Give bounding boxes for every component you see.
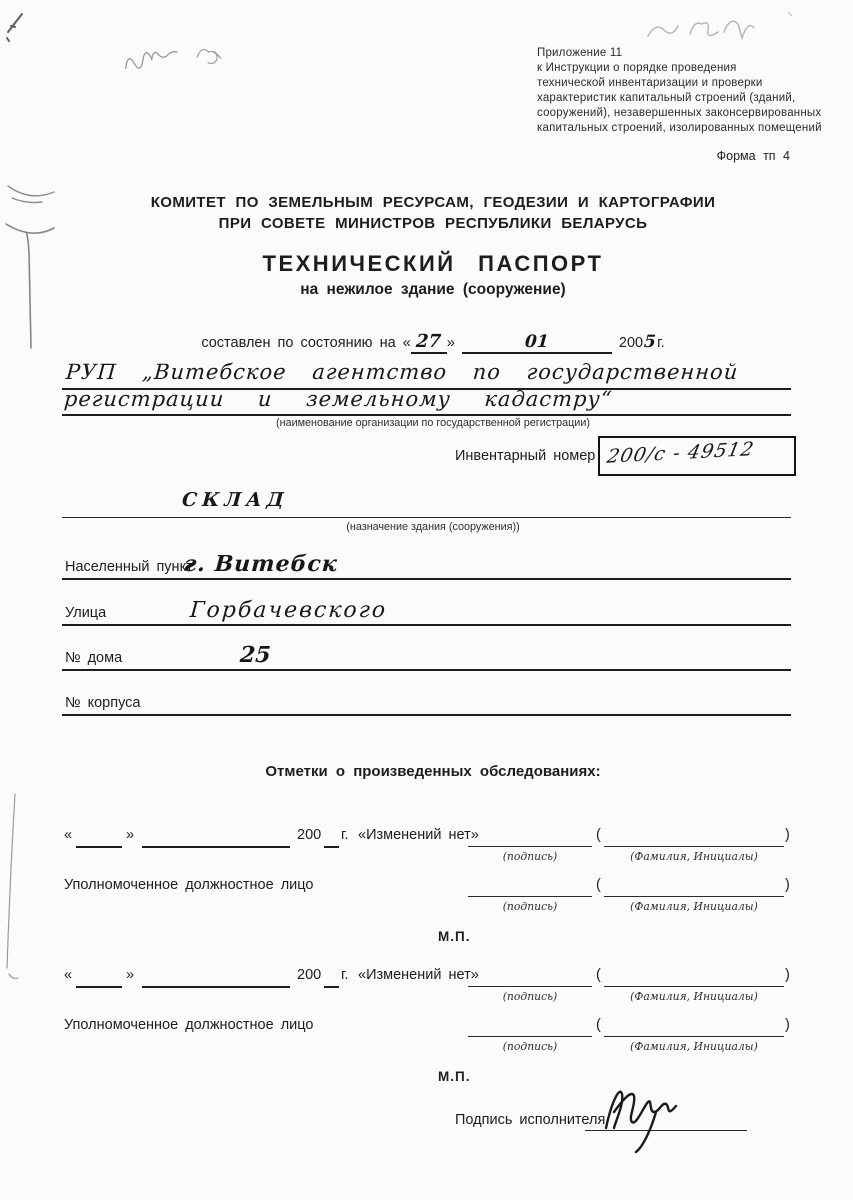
- purpose-row: [62, 489, 791, 518]
- pencil-note-top-left: [116, 19, 270, 81]
- day-blank: [76, 965, 122, 988]
- inventory-number-box: [598, 436, 796, 476]
- signature-caption: (подпись): [502, 1040, 558, 1053]
- month-blank: [142, 825, 290, 848]
- pencil-note-top-right: [620, 4, 800, 46]
- paren-close: ): [785, 1017, 790, 1033]
- street-row: [62, 592, 791, 626]
- organization-caption: (наименование организации по государственной регистрации): [276, 417, 590, 429]
- surveys-heading: Отметки о произведенных обследованиях:: [265, 763, 601, 780]
- date-close-quote: »: [126, 967, 135, 983]
- scan-margin-marks: [0, 158, 64, 368]
- document-title: ТЕХНИЧЕСКИЙ ПАСПОРТ: [262, 251, 604, 276]
- signature-blank: [468, 825, 592, 847]
- century-printed: 200: [618, 335, 644, 351]
- paren-close: ): [785, 827, 790, 843]
- appendix-line: капитальных строений, изолированных помещений: [537, 122, 822, 134]
- official-name-blank: [604, 875, 784, 897]
- seal-label: М.П.: [438, 1069, 471, 1084]
- scan-corner-mark: [2, 2, 36, 46]
- date-prefix: составлен по состоянию на: [201, 335, 396, 351]
- date-open-quote: «: [64, 827, 73, 843]
- day-value: 27: [415, 331, 443, 352]
- year-prefix: 200: [297, 967, 322, 983]
- document-subtitle: на нежилое здание (сооружение): [300, 281, 566, 298]
- year-suffix: г.: [341, 827, 349, 843]
- open-quote: «: [402, 335, 411, 351]
- signature-caption: (подпись): [502, 900, 558, 913]
- day-blank: [76, 825, 122, 848]
- name-caption: (Фамилия, Инициалы): [630, 1040, 758, 1053]
- date-open-quote: «: [64, 967, 73, 983]
- survey-block-1: [0, 825, 853, 963]
- building-number-row: [62, 682, 791, 716]
- appendix-line: характеристик капитальный строений (зданий,: [537, 92, 796, 104]
- settlement-label: Населенный пункт: [65, 559, 193, 575]
- year-suffix: г.: [341, 967, 349, 983]
- building-number-label: № корпуса: [65, 695, 141, 711]
- street-value: Горбачевского: [189, 598, 388, 623]
- appendix-line: сооружений), незавершенных законсервированных: [537, 107, 822, 119]
- paren-close: ): [785, 967, 790, 983]
- organization-line-2: [62, 387, 791, 416]
- year-blank: [324, 825, 339, 848]
- name-caption: (Фамилия, Инициалы): [630, 900, 758, 913]
- paren-open: (: [596, 877, 601, 893]
- paren-open: (: [596, 827, 601, 843]
- signature-caption: (подпись): [502, 850, 558, 863]
- close-quote: »: [446, 335, 455, 351]
- executor-signature-scribble: [596, 1078, 726, 1154]
- organization-value-line-2: регистрации и земельному кадастру“: [63, 387, 614, 411]
- appendix-line: Приложение 11: [537, 47, 623, 59]
- inventory-label: Инвентарный номер: [455, 448, 596, 464]
- committee-name: [95, 192, 771, 234]
- committee-line-2: ПРИ СОВЕТЕ МИНИСТРОВ РЕСПУБЛИКИ БЕЛАРУСЬ: [218, 215, 648, 232]
- seal-label: М.П.: [438, 929, 471, 944]
- name-caption: (Фамилия, Инициалы): [630, 850, 758, 863]
- inventory-number-value: 200/с - 49512: [604, 438, 757, 468]
- organization-value-line-1: РУП „Витебское агентство по государственной: [65, 360, 740, 384]
- settlement-row: [62, 546, 791, 580]
- name-blank: [604, 825, 784, 847]
- appendix-line: к Инструкции о порядке проведения: [537, 62, 737, 74]
- purpose-value: СКЛАД: [181, 489, 290, 511]
- date-suffix: г.: [657, 335, 665, 351]
- settlement-value: г. Витебск: [183, 551, 339, 577]
- street-label: Улица: [65, 605, 107, 621]
- no-changes-text: «Изменений нет»: [358, 827, 479, 843]
- year-digit-value: 5: [643, 332, 657, 352]
- official-label: Уполномоченное должностное лицо: [64, 1017, 314, 1033]
- year-prefix: 200: [297, 827, 322, 843]
- date-close-quote: »: [126, 827, 135, 843]
- appendix-line: технической инвентаризации и проверки: [537, 77, 763, 89]
- official-label: Уполномоченное должностное лицо: [64, 877, 314, 893]
- house-number-row: [62, 637, 791, 671]
- no-changes-text: «Изменений нет»: [358, 967, 479, 983]
- organization-line-1: [62, 360, 791, 390]
- executor-label: Подпись исполнителя: [455, 1112, 606, 1128]
- official-signature-blank: [468, 1015, 592, 1037]
- form-code: Форма тп 4: [716, 149, 790, 163]
- paren-open: (: [596, 967, 601, 983]
- house-number-label: № дома: [65, 650, 123, 666]
- house-number-value: 25: [239, 642, 272, 668]
- month-blank: [142, 965, 290, 988]
- compiled-date-line: [95, 331, 771, 354]
- name-blank: [604, 965, 784, 987]
- signature-blank: [468, 965, 592, 987]
- official-name-blank: [604, 1015, 784, 1037]
- paren-close: ): [785, 877, 790, 893]
- paren-open: (: [596, 1017, 601, 1033]
- committee-line-1: КОМИТЕТ ПО ЗЕМЕЛЬНЫМ РЕСУРСАМ, ГЕОДЕЗИИ И КАРТОГРАФИИ: [150, 194, 716, 211]
- official-signature-blank: [468, 875, 592, 897]
- month-value: 01: [524, 332, 550, 352]
- appendix-note: [537, 46, 842, 136]
- purpose-caption: (назначение здания (сооружения)): [346, 521, 520, 533]
- year-blank: [324, 965, 339, 988]
- name-caption: (Фамилия, Инициалы): [630, 990, 758, 1003]
- signature-caption: (подпись): [502, 990, 558, 1003]
